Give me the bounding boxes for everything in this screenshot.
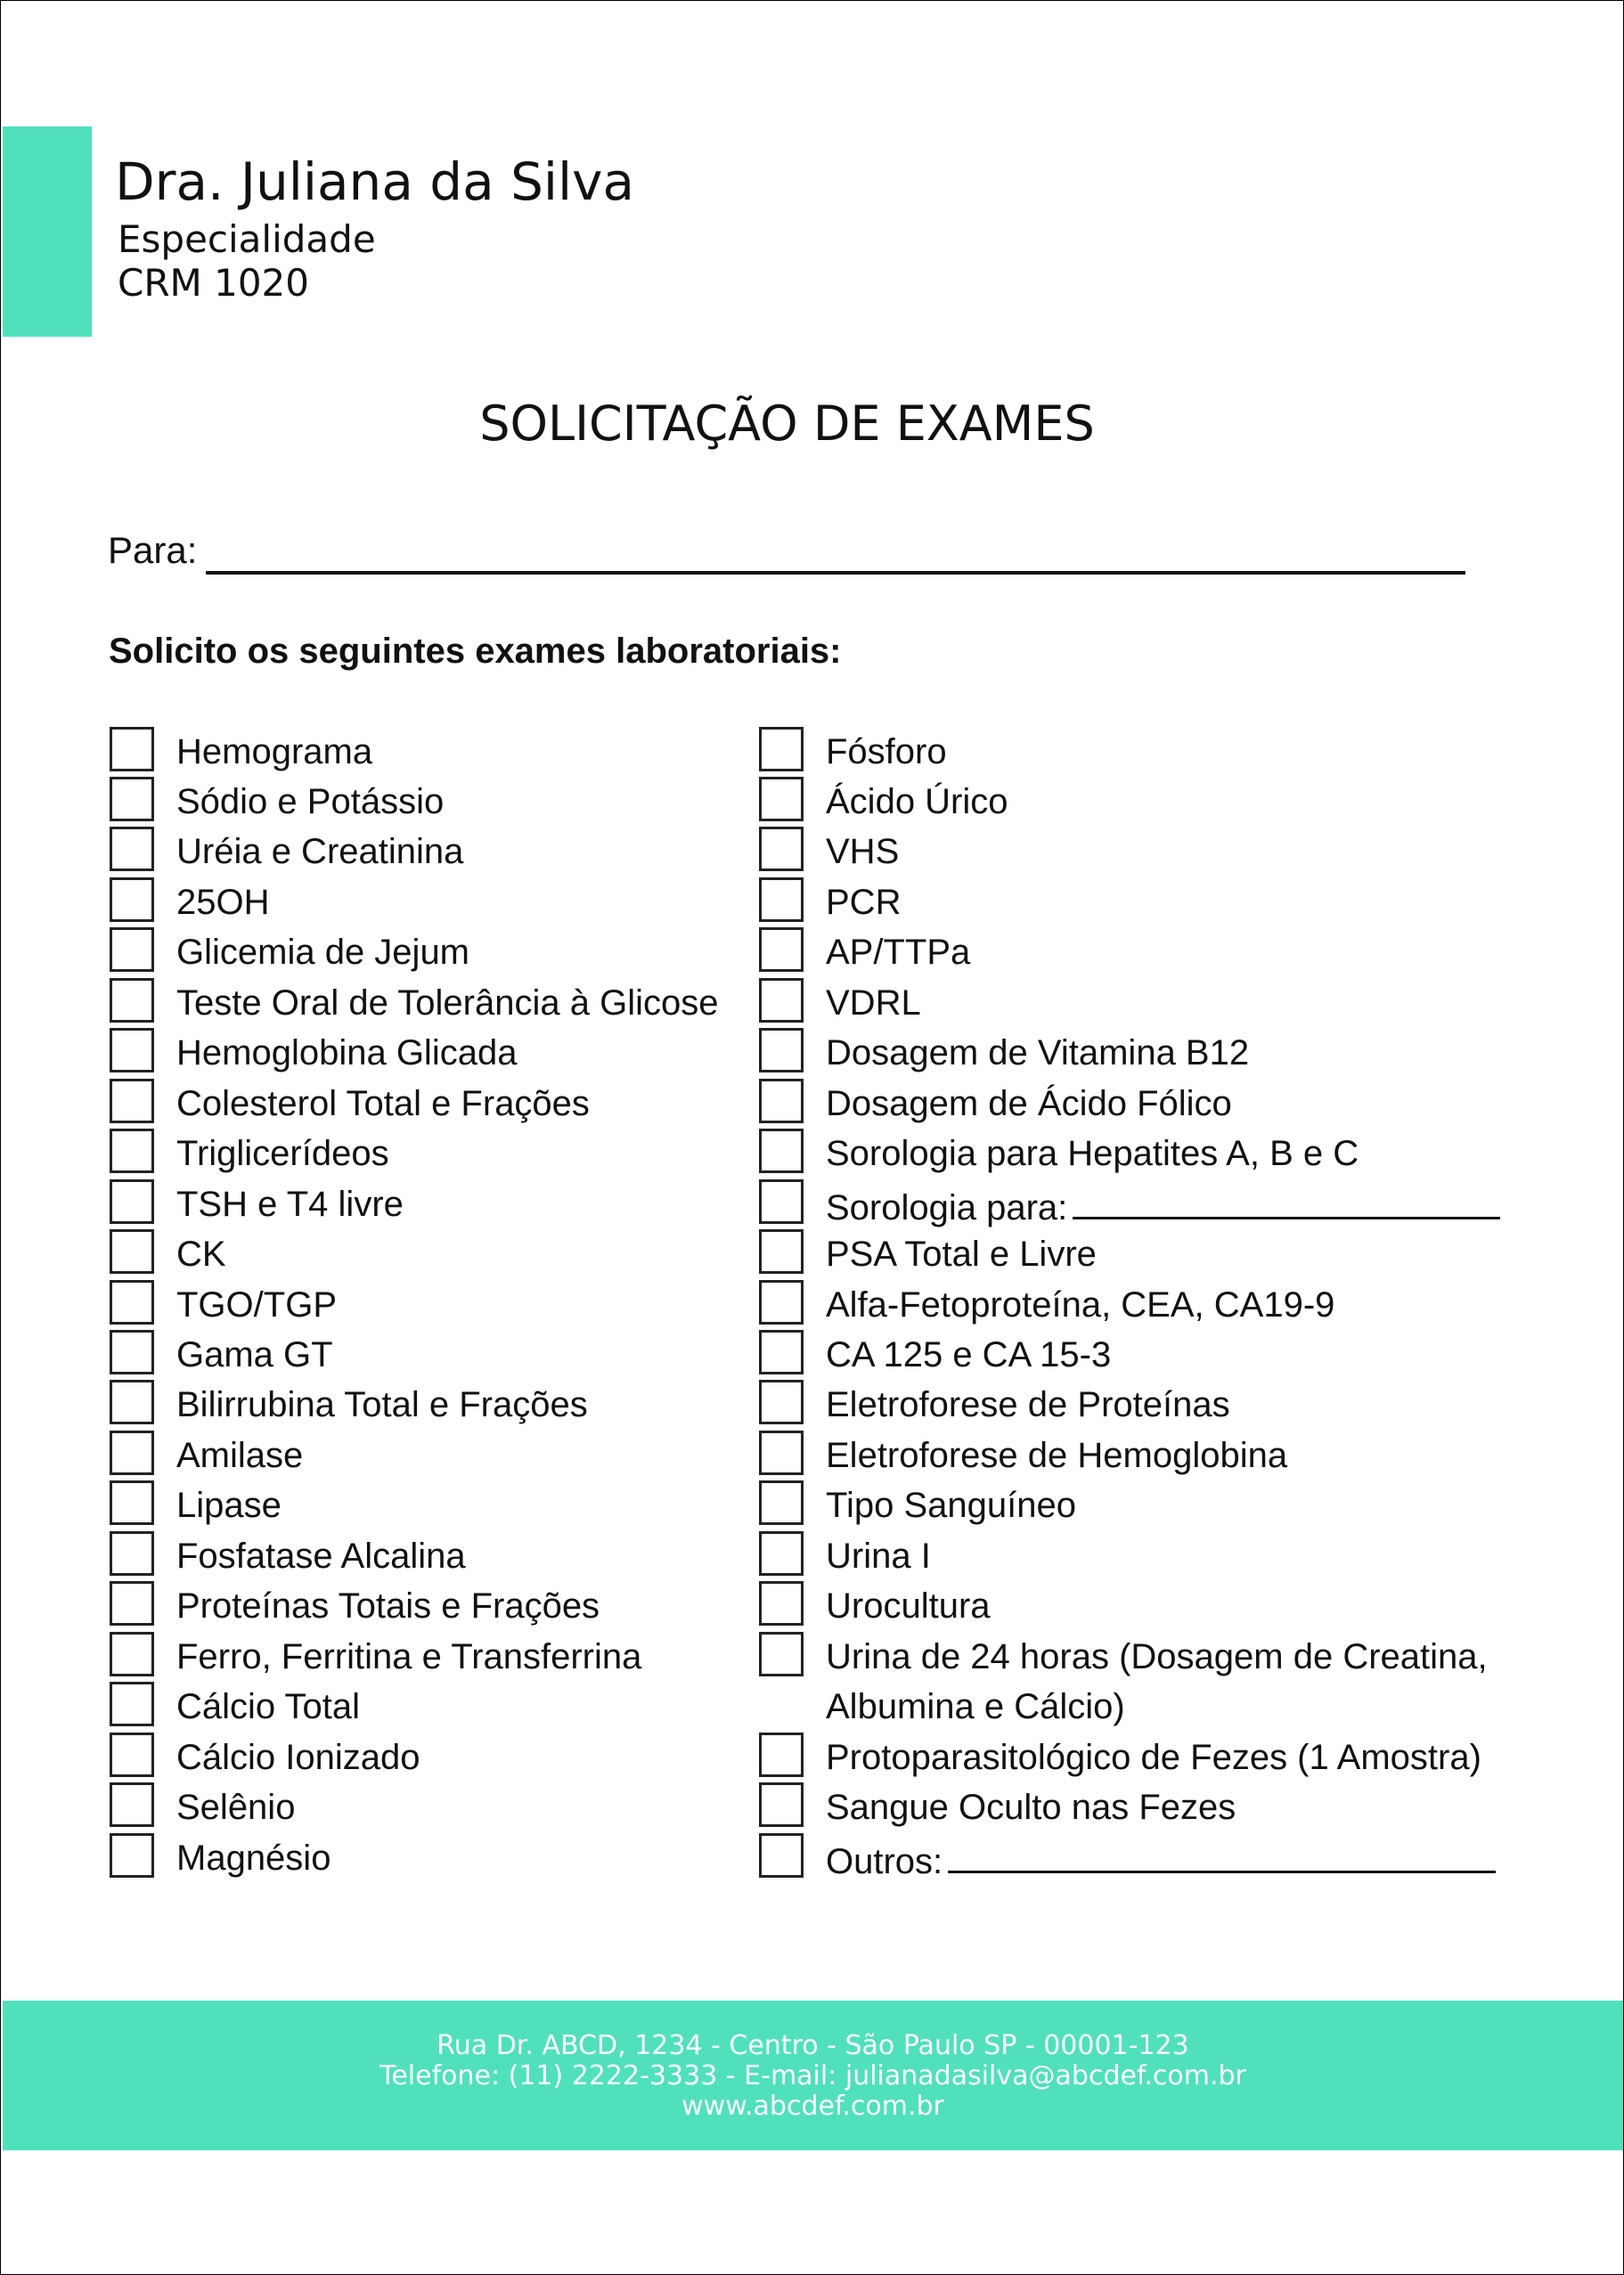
exam-label: Triglicerídeos bbox=[176, 1134, 389, 1173]
exam-label: Lipase bbox=[176, 1486, 282, 1525]
exam-checkbox[interactable] bbox=[110, 1632, 154, 1676]
footer bbox=[3, 2001, 1623, 2150]
exam-label: TGO/TGP bbox=[176, 1285, 337, 1325]
exam-label: Uréia e Creatinina bbox=[176, 832, 464, 871]
exam-checkbox[interactable] bbox=[759, 1079, 804, 1123]
exam-checkbox[interactable] bbox=[759, 1782, 804, 1827]
exam-label: Amilase bbox=[176, 1436, 304, 1475]
exam-checkbox[interactable] bbox=[759, 727, 804, 771]
sorologia-fill-in-field[interactable] bbox=[1073, 1186, 1500, 1219]
exam-label: Eletroforese de Proteínas bbox=[826, 1385, 1230, 1424]
exam-checkbox[interactable] bbox=[110, 927, 154, 972]
exam-label: VDRL bbox=[826, 983, 921, 1023]
exam-checkbox[interactable] bbox=[110, 978, 154, 1023]
exam-label: Alfa-Fetoproteína, CEA, CA19-9 bbox=[826, 1285, 1335, 1325]
exam-checkbox[interactable] bbox=[759, 1431, 804, 1475]
exam-label: Cálcio Ionizado bbox=[176, 1738, 420, 1777]
exam-checkbox[interactable] bbox=[110, 1480, 154, 1525]
exam-checkbox[interactable] bbox=[759, 777, 804, 821]
exam-label: Tipo Sanguíneo bbox=[826, 1486, 1076, 1525]
exam-label: CA 125 e CA 15-3 bbox=[826, 1335, 1112, 1374]
outros-fill-in-field[interactable] bbox=[948, 1840, 1496, 1873]
exam-checkbox[interactable] bbox=[110, 1079, 154, 1123]
exam-label: AP/TTPa bbox=[826, 933, 971, 972]
exam-checkbox[interactable] bbox=[110, 727, 154, 771]
exam-checkbox[interactable] bbox=[110, 1431, 154, 1475]
exam-label: Dosagem de Ácido Fólico bbox=[826, 1084, 1232, 1123]
exam-checkbox[interactable] bbox=[110, 1581, 154, 1626]
exam-label: Sorologia para Hepatites A, B e C bbox=[826, 1134, 1359, 1173]
exam-label: Sódio e Potássio bbox=[176, 782, 445, 821]
exam-label: Protoparasitológico de Fezes (1 Amostra) bbox=[826, 1738, 1481, 1777]
exam-checkbox[interactable] bbox=[110, 1531, 154, 1576]
exam-checkbox[interactable] bbox=[110, 877, 154, 922]
exam-checkbox[interactable] bbox=[759, 927, 804, 972]
exam-label: VHS bbox=[826, 832, 900, 871]
exam-label-continued: Albumina e Cálcio) bbox=[826, 1687, 1125, 1726]
exam-checkbox[interactable] bbox=[110, 1330, 154, 1374]
exam-checkbox[interactable] bbox=[110, 1028, 154, 1072]
exam-checkbox[interactable] bbox=[110, 1380, 154, 1424]
exam-label: Fósforo bbox=[826, 732, 947, 771]
page-title: SOLICITAÇÃO DE EXAMES bbox=[479, 395, 1095, 452]
exam-label: Hemograma bbox=[176, 732, 373, 771]
exam-checkbox[interactable] bbox=[110, 1129, 154, 1173]
exam-label: PSA Total e Livre bbox=[826, 1235, 1097, 1274]
exam-label: Magnésio bbox=[176, 1839, 331, 1878]
exam-label: Urocultura bbox=[826, 1586, 991, 1626]
exam-label bbox=[826, 1186, 1500, 1226]
exam-checkbox[interactable] bbox=[759, 1028, 804, 1072]
exam-label: Hemoglobina Glicada bbox=[176, 1033, 518, 1072]
exam-checkbox[interactable] bbox=[759, 1229, 804, 1274]
exam-label bbox=[826, 1840, 1496, 1880]
exam-checkbox[interactable] bbox=[759, 827, 804, 871]
exam-checkbox[interactable] bbox=[110, 1733, 154, 1777]
exam-label-text: Outros: bbox=[826, 1842, 943, 1881]
exam-label: 25OH bbox=[176, 883, 270, 922]
exam-checkbox[interactable] bbox=[759, 1380, 804, 1424]
exam-label: PCR bbox=[826, 883, 902, 922]
exam-label: Selênio bbox=[176, 1788, 296, 1827]
exam-label: Colesterol Total e Frações bbox=[176, 1084, 590, 1123]
exam-label: Ácido Úrico bbox=[826, 782, 1008, 821]
exam-checkbox[interactable] bbox=[759, 877, 804, 922]
exam-checkbox[interactable] bbox=[759, 1330, 804, 1374]
exam-checkbox[interactable] bbox=[759, 1833, 804, 1878]
exam-label: Urina I bbox=[826, 1537, 931, 1576]
exam-label: Dosagem de Vitamina B12 bbox=[826, 1033, 1250, 1072]
exam-label: Eletroforese de Hemoglobina bbox=[826, 1436, 1288, 1475]
recipient-field[interactable] bbox=[206, 571, 1465, 575]
exam-label: Urina de 24 horas (Dosagem de Creatina, bbox=[826, 1637, 1488, 1676]
exam-checkbox[interactable] bbox=[759, 1280, 804, 1325]
exam-label-text: Sorologia para: bbox=[826, 1188, 1068, 1227]
exam-label: TSH e T4 livre bbox=[176, 1185, 404, 1224]
exam-checkbox[interactable] bbox=[110, 1833, 154, 1878]
exam-label: Teste Oral de Tolerância à Glicose bbox=[176, 983, 719, 1023]
doctor-crm: CRM 1020 bbox=[118, 261, 309, 305]
exam-label: Cálcio Total bbox=[176, 1687, 361, 1726]
doctor-specialty: Especialidade bbox=[118, 217, 376, 261]
exam-checkbox[interactable] bbox=[110, 1179, 154, 1224]
exam-checkbox[interactable] bbox=[110, 1229, 154, 1274]
footer-website: www.abcdef.com.br bbox=[681, 2091, 944, 2122]
exam-label: Fosfatase Alcalina bbox=[176, 1537, 466, 1576]
exam-checkbox[interactable] bbox=[110, 1682, 154, 1726]
exam-checkbox[interactable] bbox=[759, 1632, 804, 1676]
exam-label: CK bbox=[176, 1235, 226, 1274]
exam-checkbox[interactable] bbox=[110, 777, 154, 821]
exam-checkbox[interactable] bbox=[759, 1581, 804, 1626]
exam-checkbox[interactable] bbox=[110, 1280, 154, 1325]
exam-label: Glicemia de Jejum bbox=[176, 933, 470, 972]
exam-label: Bilirrubina Total e Frações bbox=[176, 1385, 588, 1424]
doctor-name: Dra. Juliana da Silva bbox=[115, 151, 635, 212]
exam-checkbox[interactable] bbox=[759, 1480, 804, 1525]
exam-label: Ferro, Ferritina e Transferrina bbox=[176, 1637, 642, 1676]
exam-checkbox[interactable] bbox=[759, 1179, 804, 1224]
exam-checkbox[interactable] bbox=[110, 827, 154, 871]
footer-address: Rua Dr. ABCD, 1234 - Centro - São Paulo SP - 00001-123 bbox=[437, 2030, 1189, 2061]
header-accent-bar bbox=[3, 126, 92, 337]
exam-checkbox[interactable] bbox=[759, 1531, 804, 1576]
footer-contact: Telefone: (11) 2222-3333 - E-mail: julianadasilva@abcdef.com.br bbox=[379, 2060, 1246, 2092]
exam-label: Sangue Oculto nas Fezes bbox=[826, 1788, 1236, 1827]
exam-label: Proteínas Totais e Frações bbox=[176, 1586, 600, 1626]
exam-checkbox[interactable] bbox=[759, 978, 804, 1023]
exam-checkbox[interactable] bbox=[759, 1129, 804, 1173]
exams-heading: Solicito os seguintes exames laboratoriais: bbox=[109, 632, 842, 671]
exam-label: Gama GT bbox=[176, 1335, 333, 1374]
exam-checkbox[interactable] bbox=[110, 1782, 154, 1827]
recipient-label: Para: bbox=[108, 529, 198, 571]
exam-checkbox[interactable] bbox=[759, 1733, 804, 1777]
